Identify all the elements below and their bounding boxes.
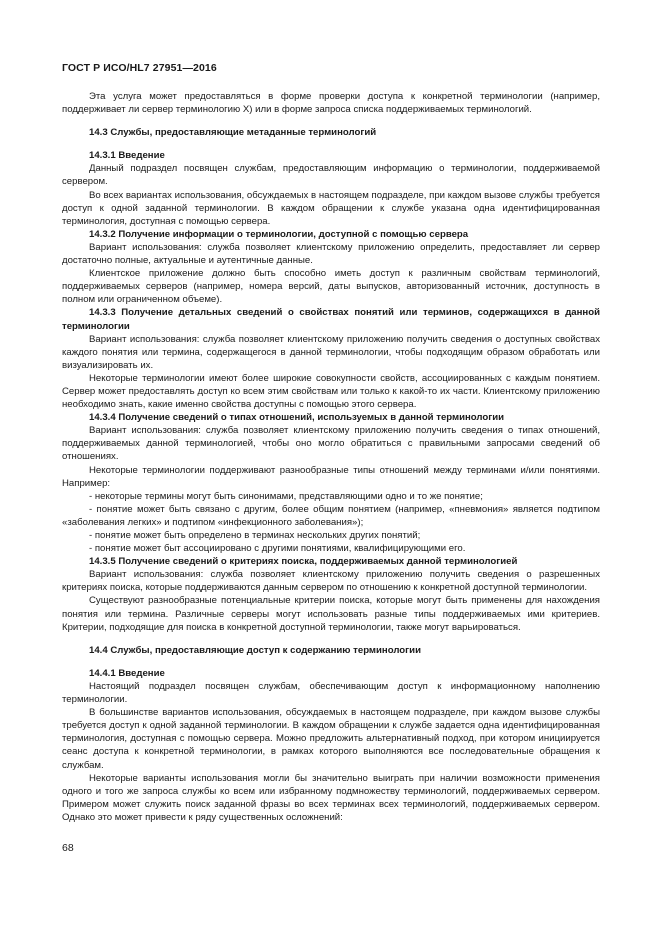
paragraph: Эта услуга может предоставляться в форме проверки доступа к конкретной терминологии (например, поддерживает ли сервер терминологию X) или в форме запроса списка поддерживаемых терминологий. xyxy=(62,91,600,116)
section-heading: 14.3.2 Получение информации о терминологии, доступной с помощью сервера xyxy=(89,228,469,240)
list-item: - некоторые термины могут быть синонимами, представляющими одно и то же понятие; xyxy=(89,490,483,502)
paragraph: Существуют разнообразные потенциальные критерии поиска, которые могут быть применены для нахождения понятия или термина. Различные серверы могут использовать разные типы поддерживаемых ими критериев. Критерии, подходящие для поиска в конкретной доступной терминологии, также могут варьироваться. xyxy=(62,595,600,633)
paragraph: В большинстве вариантов использования, обсуждаемых в настоящем подразделе, при каждом вызове службы требуется доступ к одной заданной терминологии. В каждом обращении к службе задается одна идентифицированная терминология, доступная с помощью сервера. Можно предложить альтернативный подход, при котором инициируется сеанс доступа к конкретной терминологии, в рамках которого выполняются все последовательные обращения к службам. xyxy=(62,707,600,771)
page-content xyxy=(62,90,600,824)
section-heading: 14.4.1 Введение xyxy=(89,667,165,679)
spacer xyxy=(62,634,600,644)
paragraph: Некоторые варианты использования могли бы значительно выиграть при наличии возможности применения одного и того же запроса службы ко всем или избранному подмножеству терминологий, поддерживаемых сервером. Примером может служить поиск заданной фразы во всех терминах всех терминологий, поддерживаемых сервером. Однако это может привести к ряду существенных осложнений: xyxy=(62,772,600,823)
paragraph: Вариант использования: служба позволяет клиентскому приложению получить сведения о типах отношений, поддерживаемых данной терминологией, чтобы оно могло обратиться с правильными запросами сведений об отношениях. xyxy=(62,425,600,463)
section-heading: 14.3.1 Введение xyxy=(89,150,165,162)
paragraph: Настоящий подраздел посвящен службам, обеспечивающим доступ к информационному наполнению терминологии. xyxy=(62,680,600,706)
paragraph: Данный подраздел посвящен службам, предоставляющим информацию о терминологии, поддерживаемой сервером. xyxy=(62,163,600,188)
paragraph: Вариант использования: служба позволяет клиентскому приложению получить сведения о разрешенных критериях поиска, которые поддерживаются данным сервером по отношению к конкретной доступной терминологии. xyxy=(62,569,600,594)
list-item: - понятие может быт ассоциировано с другими понятиями, квалифицирующими его. xyxy=(89,543,466,555)
list-item: - понятие может быть связано с другим, более общим понятием (например, «пневмония» является подтипом «заболевания легких» и подтипом «инфекционного заболевания»); xyxy=(62,503,600,528)
page-number: 68 xyxy=(62,842,74,854)
paragraph: Некоторые терминологии имеют более широкие совокупности свойств, ассоциированных с каждым понятием. Сервер может предоставлять доступ ко всем этим свойствам или только к какой-то их части. Клиентскому приложению необходимо знать, какие именно свойства доступны с помощью этого сервера. xyxy=(62,372,600,411)
section-heading: 14.4 Службы, предоставляющие доступ к содержанию терминологии xyxy=(89,644,421,656)
document-header: ГОСТ Р ИСО/HL7 27951—2016 xyxy=(62,62,217,74)
section-heading: 14.3.4 Получение сведений о типах отношений, используемых в данной терминологии xyxy=(89,412,505,424)
section-heading: 14.3 Службы, предоставляющие метаданные терминологий xyxy=(89,127,377,139)
paragraph: Вариант использования: служба позволяет клиентскому приложению получить сведения о доступных свойствах каждого понятия или термина, содержащегося в данной терминологии, чтобы подходящим образом обработать или визуализировать их. xyxy=(62,333,600,371)
paragraph: Клиентское приложение должно быть способно иметь доступ к различным свойствам терминологий, поддерживаемых серверов (например, номера версий, даты выпусков, авторизованный источник, доступность в полном или ограниченном объеме). xyxy=(62,268,600,306)
section-heading: 14.3.5 Получение сведений о критериях поиска, поддерживаемых данной терминологией xyxy=(89,556,518,568)
section-heading: 14.3.3 Получение детальных сведений о свойствах понятий или терминов, содержащихся в данной терминологии xyxy=(62,307,600,332)
paragraph: Некоторые терминологии поддерживают разнообразные типы отношений между терминами и/или понятиями. Например: xyxy=(62,464,600,489)
paragraph: Во всех вариантах использования, обсуждаемых в настоящем подразделе, при каждом вызове службы требуется доступ к одной заданной терминологии. В каждом обращении к службе указана одна идентифицированная терминология, доступная с помощью сервера. xyxy=(62,189,600,227)
spacer xyxy=(62,116,600,126)
list-item: - понятие может быть определено в терминах нескольких других понятий; xyxy=(89,530,421,541)
spacer xyxy=(62,657,600,667)
spacer xyxy=(62,139,600,149)
paragraph: Вариант использования: служба позволяет клиентскому приложению определить, предоставляет ли сервер достаточно полные, актуальные и аутентичные данные. xyxy=(62,241,600,267)
